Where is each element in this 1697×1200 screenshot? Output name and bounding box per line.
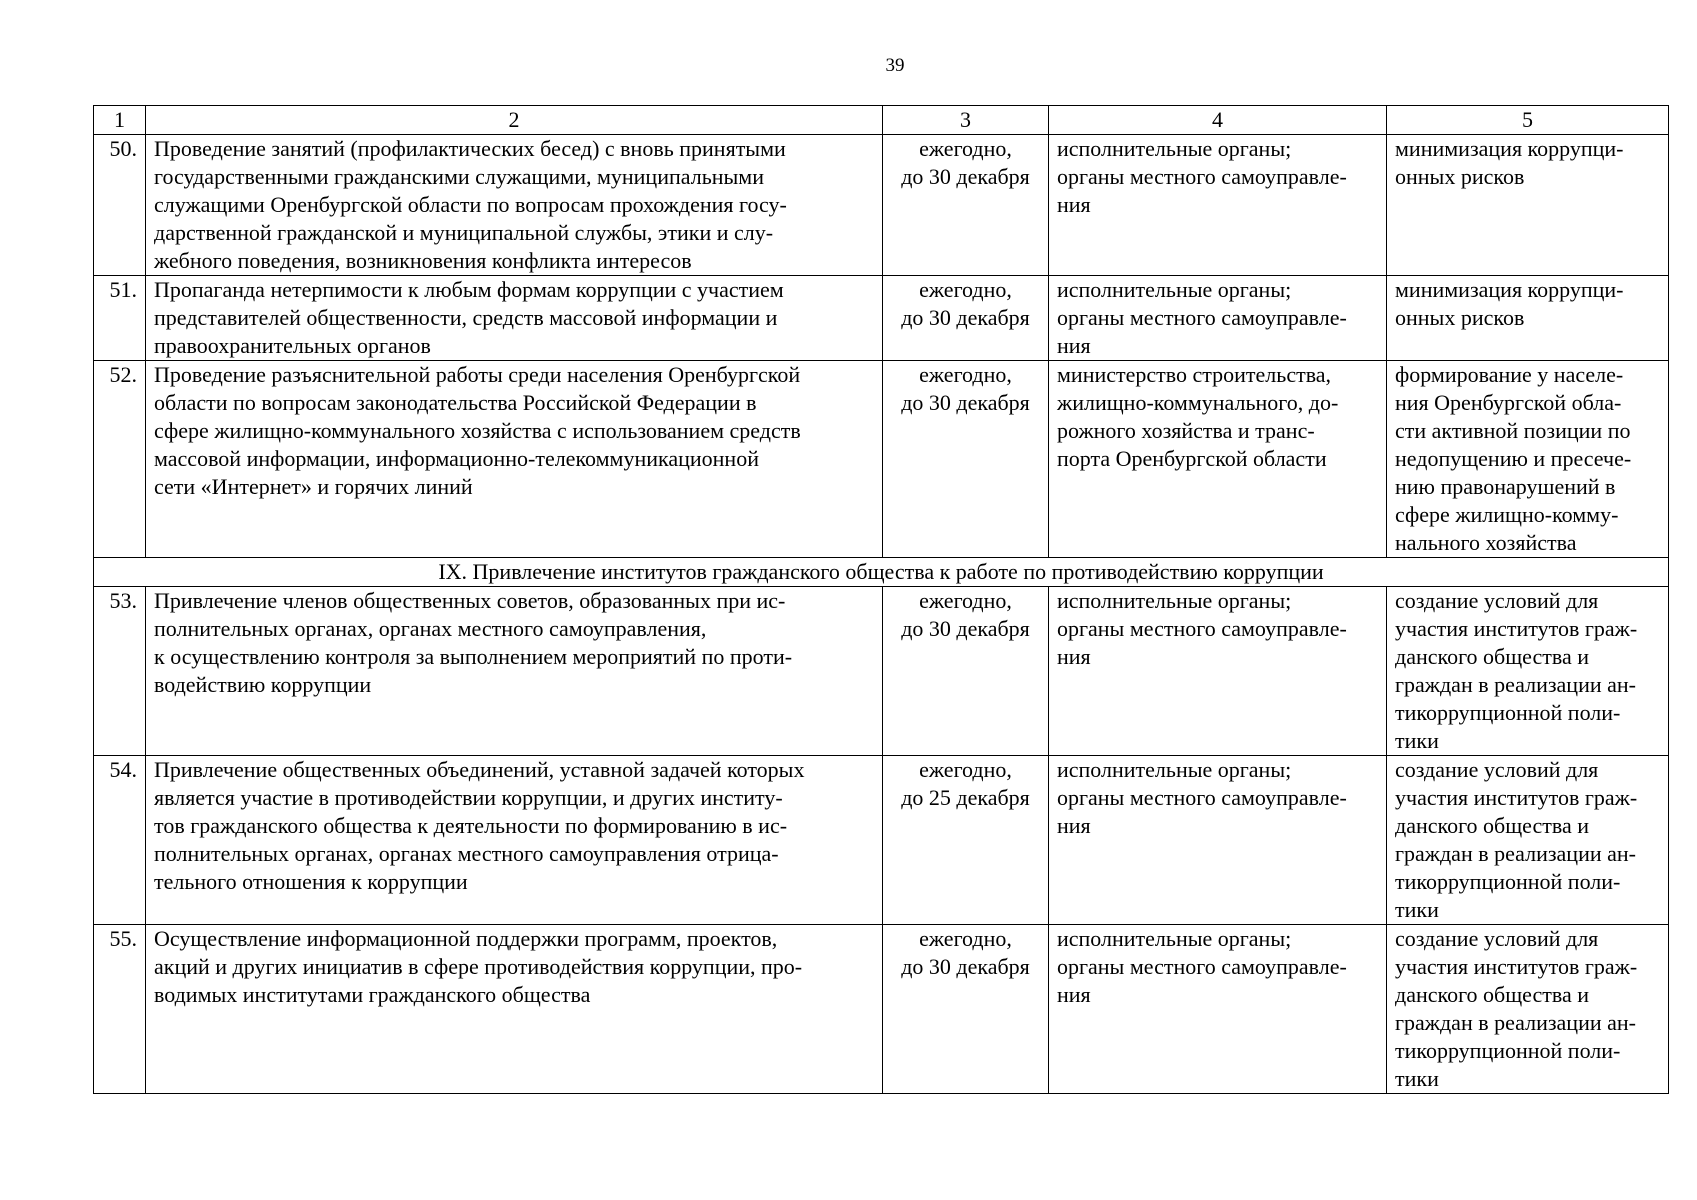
executors-cell-line: исполнительные органы; xyxy=(1057,588,1292,613)
result-cell-line: минимизация коррупци- xyxy=(1395,136,1624,161)
measure-cell-line: дарственной гражданской и муниципальной службы, этики и слу- xyxy=(154,220,774,245)
page-number: 39 xyxy=(885,55,905,76)
result-cell-line: нального хозяйства xyxy=(1395,530,1577,555)
result-cell-line: недопущению и пресече- xyxy=(1395,446,1632,471)
column-number: 3 xyxy=(883,106,1049,135)
executors-cell-line: ния xyxy=(1057,982,1091,1007)
result-cell-line: участия институтов граж- xyxy=(1395,785,1638,810)
table-row xyxy=(94,925,1669,1094)
row-number: 54. xyxy=(94,756,146,925)
result-cell-line: минимизация коррупци- xyxy=(1395,277,1624,302)
deadline-cell-line: ежегодно, xyxy=(919,277,1012,302)
column-number: 1 xyxy=(94,106,146,135)
deadline-cell-line: до 30 декабря xyxy=(901,616,1030,641)
measure-cell-line: правоохранительных органов xyxy=(154,333,431,358)
executors-cell-line: ния xyxy=(1057,813,1091,838)
deadline-cell xyxy=(883,135,1049,276)
result-cell-line: создание условий для xyxy=(1395,588,1599,613)
executors-cell-line: исполнительные органы; xyxy=(1057,757,1292,782)
result-cell-line: данского общества и xyxy=(1395,813,1590,838)
measure-cell-line: сети «Интернет» и горячих линий xyxy=(154,474,473,499)
table-row xyxy=(94,276,1669,361)
executors-cell-line: ния xyxy=(1057,644,1091,669)
measure-cell xyxy=(146,587,883,756)
executors-cell-line: органы местного самоуправле- xyxy=(1057,164,1347,189)
executors-cell xyxy=(1049,756,1387,925)
table-row xyxy=(94,756,1669,925)
deadline-cell xyxy=(883,276,1049,361)
result-cell-line: участия институтов граж- xyxy=(1395,954,1638,979)
measure-cell-line: сфере жилищно-коммунального хозяйства с использованием средств xyxy=(154,418,801,443)
deadline-cell xyxy=(883,925,1049,1094)
measure-cell-line: представителей общественности, средств массовой информации и xyxy=(154,305,778,330)
deadline-cell-line: ежегодно, xyxy=(919,362,1012,387)
result-cell-line: создание условий для xyxy=(1395,757,1599,782)
measure-cell-line: водействию коррупции xyxy=(154,672,372,697)
result-cell-line: сфере жилищно-комму- xyxy=(1395,502,1619,527)
table-body xyxy=(94,106,1669,1094)
deadline-cell-line: до 30 декабря xyxy=(901,954,1030,979)
deadline-cell-line: до 30 декабря xyxy=(901,164,1030,189)
executors-cell xyxy=(1049,361,1387,558)
result-cell xyxy=(1387,756,1669,925)
executors-cell xyxy=(1049,135,1387,276)
result-cell-line: онных рисков xyxy=(1395,164,1525,189)
result-cell-line: онных рисков xyxy=(1395,305,1525,330)
measure-cell-line: жебного поведения, возникновения конфликта интересов xyxy=(154,248,692,273)
deadline-cell-line: ежегодно, xyxy=(919,757,1012,782)
executors-cell-line: исполнительные органы; xyxy=(1057,926,1292,951)
measure-cell xyxy=(146,925,883,1094)
result-cell-line: сти активной позиции по xyxy=(1395,418,1631,443)
measure-cell-line: Проведение разъяснительной работы среди населения Оренбургской xyxy=(154,362,801,387)
measure-cell-line: Проведение занятий (профилактических бесед) с вновь принятыми xyxy=(154,136,786,161)
table-row xyxy=(94,361,1669,558)
measure-cell-line: Пропаганда нетерпимости к любым формам коррупции с участием xyxy=(154,277,784,302)
result-cell xyxy=(1387,135,1669,276)
result-cell-line: ния Оренбургской обла- xyxy=(1395,390,1622,415)
measure-cell xyxy=(146,361,883,558)
executors-cell-line: органы местного самоуправле- xyxy=(1057,954,1347,979)
deadline-cell xyxy=(883,361,1049,558)
result-cell-line: граждан в реализации ан- xyxy=(1395,841,1636,866)
result-cell xyxy=(1387,587,1669,756)
section-heading-row xyxy=(94,558,1669,587)
executors-cell-line: ния xyxy=(1057,333,1091,358)
result-cell-line: граждан в реализации ан- xyxy=(1395,672,1636,697)
result-cell-line: нию правонарушений в xyxy=(1395,474,1616,499)
deadline-cell-line: ежегодно, xyxy=(919,926,1012,951)
executors-cell-line: исполнительные органы; xyxy=(1057,136,1292,161)
executors-cell-line: жилищно-коммунального, до- xyxy=(1057,390,1339,415)
executors-cell-line: рожного хозяйства и транс- xyxy=(1057,418,1315,443)
result-cell-line: данского общества и xyxy=(1395,644,1590,669)
deadline-cell xyxy=(883,587,1049,756)
section-heading: IX. Привлечение институтов гражданского общества к работе по противодействию коррупции xyxy=(94,558,1669,587)
row-number: 52. xyxy=(94,361,146,558)
result-cell-line: граждан в реализации ан- xyxy=(1395,1010,1636,1035)
executors-cell xyxy=(1049,276,1387,361)
measure-cell-line: акций и других инициатив в сфере противодействия коррупции, про- xyxy=(154,954,803,979)
deadline-cell-line: ежегодно, xyxy=(919,588,1012,613)
deadline-cell-line: ежегодно, xyxy=(919,136,1012,161)
table-row xyxy=(94,135,1669,276)
measure-cell-line: к осуществлению контроля за выполнением мероприятий по проти- xyxy=(154,644,793,669)
row-number: 53. xyxy=(94,587,146,756)
measure-cell-line: тов гражданского общества к деятельности по формированию в ис- xyxy=(154,813,788,838)
measure-cell-line: государственными гражданскими служащими, муниципальными xyxy=(154,164,764,189)
measure-cell xyxy=(146,135,883,276)
column-number: 2 xyxy=(146,106,883,135)
measure-cell-line: Осуществление информационной поддержки программ, проектов, xyxy=(154,926,778,951)
executors-cell-line: органы местного самоуправле- xyxy=(1057,616,1347,641)
result-cell-line: тики xyxy=(1395,897,1439,922)
result-cell xyxy=(1387,925,1669,1094)
result-cell-line: тикоррупционной поли- xyxy=(1395,869,1621,894)
column-number: 5 xyxy=(1387,106,1669,135)
executors-cell-line: порта Оренбургской области xyxy=(1057,446,1327,471)
measure-cell xyxy=(146,756,883,925)
executors-cell-line: ния xyxy=(1057,192,1091,217)
executors-cell xyxy=(1049,587,1387,756)
result-cell xyxy=(1387,276,1669,361)
measure-cell-line: области по вопросам законодательства Российской Федерации в xyxy=(154,390,757,415)
executors-cell-line: исполнительные органы; xyxy=(1057,277,1292,302)
row-number: 51. xyxy=(94,276,146,361)
deadline-cell-line: до 30 декабря xyxy=(901,305,1030,330)
measure-cell-line: полнительных органах, органах местного самоуправления отрица- xyxy=(154,841,779,866)
row-number: 55. xyxy=(94,925,146,1094)
measure-cell-line: тельного отношения к коррупции xyxy=(154,869,468,894)
measure-cell-line: водимых институтами гражданского общества xyxy=(154,982,591,1007)
measure-cell-line: массовой информации, информационно-телекоммуникационной xyxy=(154,446,759,471)
measure-cell-line: служащими Оренбургской области по вопросам прохождения госу- xyxy=(154,192,787,217)
measures-table xyxy=(93,105,1669,1094)
result-cell-line: участия институтов граж- xyxy=(1395,616,1638,641)
executors-cell-line: органы местного самоуправле- xyxy=(1057,305,1347,330)
measure-cell-line: является участие в противодействии коррупции, и других институ- xyxy=(154,785,783,810)
measure-cell-line: полнительных органах, органах местного самоуправления, xyxy=(154,616,707,641)
deadline-cell-line: до 30 декабря xyxy=(901,390,1030,415)
executors-cell-line: органы местного самоуправле- xyxy=(1057,785,1347,810)
column-number: 4 xyxy=(1049,106,1387,135)
result-cell xyxy=(1387,361,1669,558)
table-row xyxy=(94,587,1669,756)
measure-cell xyxy=(146,276,883,361)
measure-cell-line: Привлечение общественных объединений, уставной задачей которых xyxy=(154,757,805,782)
executors-cell xyxy=(1049,925,1387,1094)
result-cell-line: тики xyxy=(1395,1066,1439,1091)
deadline-cell-line: до 25 декабря xyxy=(901,785,1030,810)
measure-cell-line: Привлечение членов общественных советов, образованных при ис- xyxy=(154,588,786,613)
result-cell-line: формирование у населе- xyxy=(1395,362,1624,387)
result-cell-line: данского общества и xyxy=(1395,982,1590,1007)
row-number: 50. xyxy=(94,135,146,276)
result-cell-line: создание условий для xyxy=(1395,926,1599,951)
result-cell-line: тикоррупционной поли- xyxy=(1395,1038,1621,1063)
deadline-cell xyxy=(883,756,1049,925)
executors-cell-line: министерство строительства, xyxy=(1057,362,1332,387)
result-cell-line: тикоррупционной поли- xyxy=(1395,700,1621,725)
column-numbers-row xyxy=(94,106,1669,135)
result-cell-line: тики xyxy=(1395,728,1439,753)
